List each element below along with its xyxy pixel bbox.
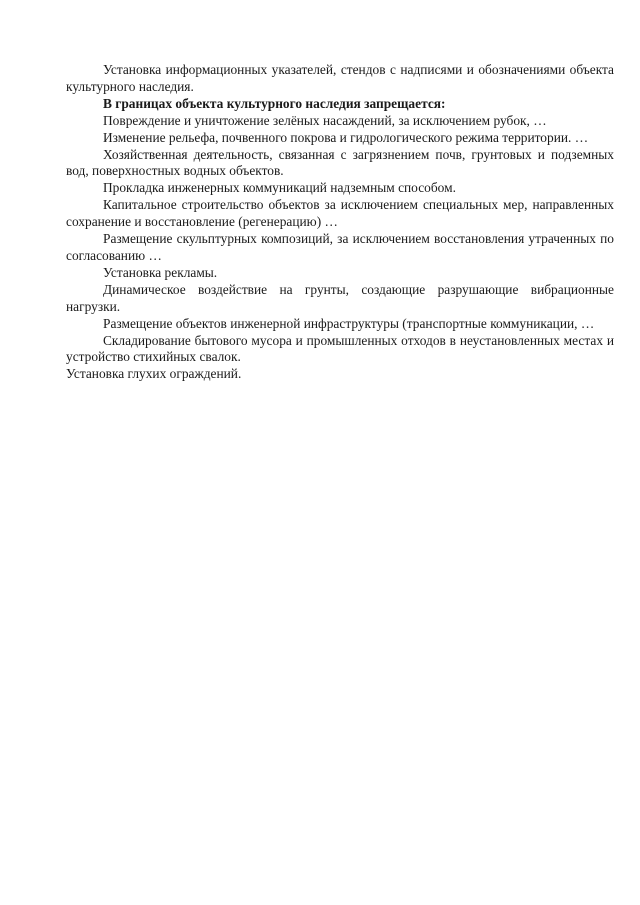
paragraph-advertising: Установка рекламы. (103, 264, 218, 280)
paragraph-relief: Изменение рельефа, почвенного покрова и гидрологического режима территории. … (103, 129, 589, 145)
paragraph-construction: Капитальное строительство объектов за исключением специальных мер, направленных сохранение и восстановление (регенерацию) … (66, 197, 614, 230)
paragraph-economic-activity: Хозяйственная деятельность, связанная с загрязнением почв, грунтовых и подземных вод, поверхностных водных объектов. (66, 146, 614, 179)
paragraph-green-spaces: Повреждение и уничтожение зелёных насаждений, за исключением рубок, … (103, 112, 547, 128)
paragraph-infrastructure: Размещение объектов инженерной инфраструктуры (транспортные коммуникации, … (103, 315, 595, 331)
paragraph-dynamic-impact: Динамическое воздействие на грунты, создающие разрушающие вибрационные нагрузки. (66, 281, 614, 314)
section-heading-prohibited: В границах объекта культурного наследия запрещается: (103, 95, 446, 111)
paragraph-sculptures: Размещение скульптурных композиций, за исключением восстановления утраченных по согласованию … (66, 231, 614, 263)
document-page (66, 62, 614, 383)
paragraph-garbage: Складирование бытового мусора и промышленных отходов в неустановленных местах и устройство стихийных свалок. (66, 332, 614, 365)
paragraph-fences: Установка глухих ограждений. (66, 366, 242, 382)
paragraph-utilities: Прокладка инженерных коммуникаций надземным способом. (103, 180, 456, 196)
paragraph-info-signs: Установка информационных указателей, стендов с надписями и обозначениями объекта культурного наследия. (66, 62, 614, 94)
